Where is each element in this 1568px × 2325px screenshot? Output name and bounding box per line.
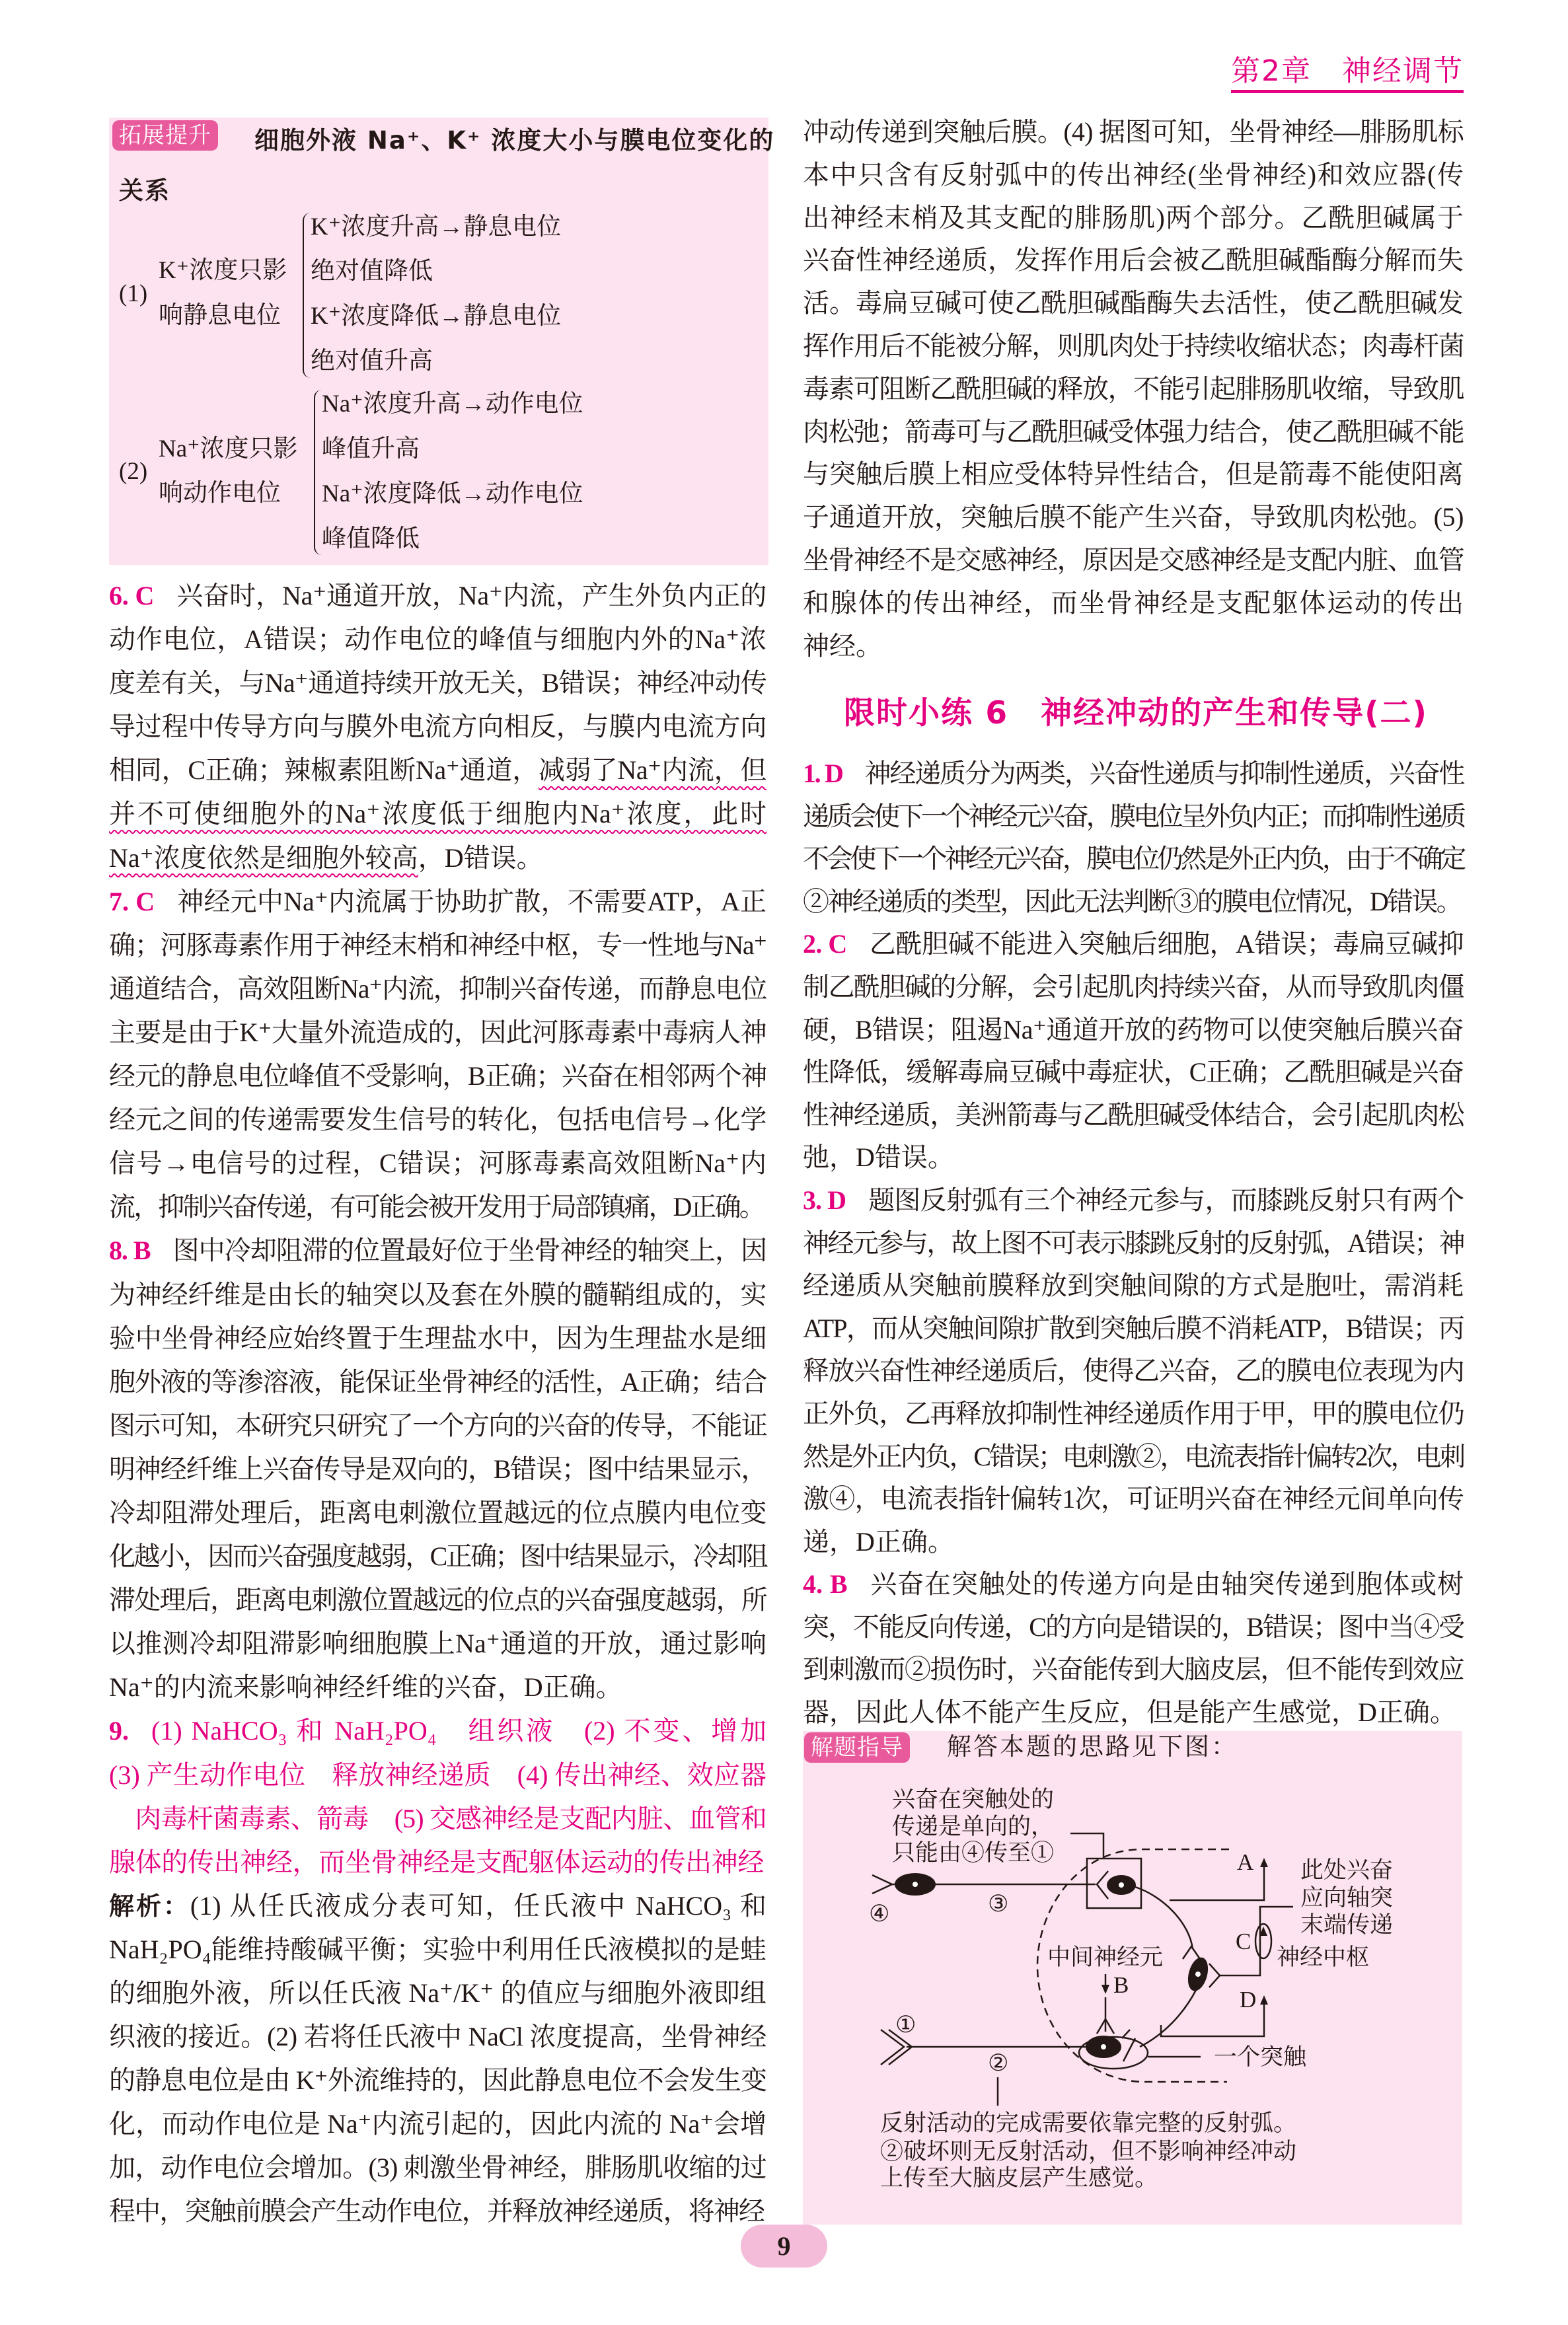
text-line xyxy=(109,1098,766,1142)
line-text: 性神经递质，美洲箭毒与乙酰胆碱受体结合，会引起肌肉松 xyxy=(803,1099,1464,1130)
interneuron-label: 中间神经元 xyxy=(1047,1944,1164,1970)
line-text: 度差有关，与Na⁺通道持续开放无关，B错误；神经冲动传 xyxy=(109,668,766,698)
note-top-line: 只能由④传至① xyxy=(892,1840,1055,1866)
line-text: 主要是由于K⁺大量外流造成的，因此河豚毒素中毒病人神 xyxy=(109,1017,766,1047)
note-right-line: 此处兴奋 xyxy=(1300,1857,1394,1883)
text-line xyxy=(803,325,1464,368)
arrow-a-head xyxy=(1260,1858,1268,1867)
line-text: 的静息电位是由 K⁺外流维持的，因此静息电位不会发生变 xyxy=(109,2065,766,2096)
text-line xyxy=(803,1136,1464,1179)
note-bottom-line: ②破坏则无反射活动，但不影响神经冲动 xyxy=(880,2139,1297,2164)
text-line xyxy=(109,1011,766,1054)
leader-line-top xyxy=(1070,1833,1103,1859)
line-text: 突，不能反向传递，C的方向是错误的，B错误；图中当④受 xyxy=(803,1611,1464,1642)
answer-block xyxy=(109,880,766,1230)
line-text: 动作电位，A错误；动作电位的峰值与细胞内外的Na⁺浓 xyxy=(109,624,766,655)
line-text: 坐骨神经不是交感神经，原因是交感神经是支配内脏、血管 xyxy=(803,544,1464,575)
text-line xyxy=(109,705,766,749)
text-line xyxy=(803,1222,1464,1265)
label-c: C xyxy=(1236,1929,1251,1954)
answer-label: 7. C xyxy=(109,886,155,916)
text-line xyxy=(803,838,1464,881)
line-text: 毒素可阻断乙酰胆碱的释放，不能引起腓肠肌收缩，导致肌 xyxy=(803,373,1464,404)
section-title: 限时小练 6 神经冲动的产生和传导(二) xyxy=(844,695,1429,731)
text-line xyxy=(109,2059,766,2102)
text-line xyxy=(803,239,1464,282)
label-a: A xyxy=(1237,1849,1254,1875)
line-text: NaH₂PO₄能维持酸碱平衡；实验中利用任氏液模拟的是蛙 xyxy=(109,1934,766,1964)
line-text: 神经元中Na⁺内流属于协助扩散，不需要ATP，A正 xyxy=(177,886,766,916)
text-line xyxy=(109,1578,766,1622)
text-line xyxy=(803,753,1464,795)
line-text: 加，动作电位会增加。(3) 刺激坐骨神经，腓肠肌收缩的过 xyxy=(109,2153,766,2183)
left-answer-column xyxy=(109,574,766,2234)
line-text: 神经元参与，故上图不可表示膝跳反射的反射弧，A错误；神 xyxy=(803,1228,1464,1258)
line-text: 通道结合，高效阻断Na⁺内流，抑制兴奋传递，而静息电位 xyxy=(109,973,766,1004)
line-text: 子通道开放，突触后膜不能产生兴奋，导致肌肉松弛。(5) xyxy=(803,502,1464,533)
line-text: 冲动传递到突触后膜。(4) 据图可知，坐骨神经—腓肠肌标 xyxy=(803,117,1464,147)
line-text: 织液的接近。(2) 若将任氏液中 NaCl 浓度提高，坐骨神经 xyxy=(109,2022,766,2052)
text-line xyxy=(803,496,1464,539)
axon-terminal xyxy=(1097,1871,1108,1899)
answer-label: 解析： xyxy=(109,1891,190,1921)
tree-item-label: K⁺浓度只影 xyxy=(159,257,287,284)
axon-curve-upper xyxy=(1135,1887,1193,1949)
extension-title-cont: 关系 xyxy=(119,176,170,205)
extension-badge: 拓展提升 xyxy=(112,120,218,151)
answer-label: 8. B xyxy=(109,1236,151,1266)
line-text: 兴奋时，Na⁺通道开放，Na⁺内流，产生外负内正的 xyxy=(176,581,766,610)
note-right-line: 应向轴突 xyxy=(1300,1885,1394,1911)
line-text: 正外负，乙再释放抑制性神经递质作用于甲，甲的膜电位仍 xyxy=(803,1398,1464,1428)
note-right-line: 末端传递 xyxy=(1300,1912,1394,1938)
text-line xyxy=(109,749,766,792)
line-text: 化越小，因而兴奋强度越弱，C正确；图中结果显示，冷却阻 xyxy=(109,1541,766,1572)
line-text: 胞外液的等渗溶液，能保证坐骨神经的活性，A正确；结合 xyxy=(109,1366,766,1397)
text-line xyxy=(109,880,766,924)
text-line xyxy=(803,197,1464,240)
line-text: 经递质从突触前膜释放到突触间隙的方式是胞吐，需消耗 xyxy=(803,1271,1464,1301)
line-text: 活。毒扁豆碱可使乙酰胆碱酯酶失去活性，使乙酰胆碱发 xyxy=(803,288,1464,318)
answer-block xyxy=(109,574,766,880)
line-text: 流，抑制兴奋传递，有可能会被开发用于局部镇痛，D正确。 xyxy=(109,1192,764,1222)
text-line xyxy=(109,1666,766,1709)
page-number: 9 xyxy=(741,2225,827,2268)
tree-item-number: (1) xyxy=(119,280,148,307)
line-text: 程中，突触前膜会产生动作电位，并释放神经递质，将神经 xyxy=(109,2196,764,2227)
text-line xyxy=(109,1928,766,1972)
reflex-arc-diagram xyxy=(793,1731,1480,2227)
line-text: 与突触后膜上相应受体特异性结合，但是箭毒不能使阳离 xyxy=(803,459,1464,490)
text-line xyxy=(803,282,1464,325)
text-line xyxy=(109,836,766,880)
marker-4: ④ xyxy=(869,1901,890,1927)
emphasis-text: 减弱了Na⁺内流，但 xyxy=(539,755,766,786)
text-line xyxy=(803,539,1464,582)
line-text: 经元的静息电位峰值不受影响，B正确；兴奋在相邻两个神 xyxy=(109,1061,766,1091)
text-line xyxy=(109,1229,766,1273)
line-text: Na⁺的内流来影响神经纤维的兴奋，D正确。 xyxy=(109,1672,622,1703)
answer-block xyxy=(803,1563,1464,1734)
text-line xyxy=(803,1350,1464,1393)
answer-block xyxy=(109,1884,766,2234)
text-line xyxy=(109,1317,766,1360)
line-text: 以推测冷却阻滞影响细胞膜上Na⁺通道的开放，通过影响 xyxy=(109,1629,766,1659)
dendrite-4 xyxy=(872,1875,897,1894)
tree-branch: K⁺浓度降低→静息电位 xyxy=(311,303,562,330)
extension-title: 细胞外液 Na⁺、K⁺ 浓度大小与膜电位变化的 xyxy=(254,126,775,155)
text-line xyxy=(803,111,1464,154)
line-text: (3) 产生动作电位 释放神经递质 (4) 传出神经、效应器 xyxy=(109,1759,766,1790)
line-text: 性降低，缓解毒扁豆碱中毒症状，C正确；乙酰胆碱是兴奋 xyxy=(803,1057,1464,1088)
line-text: 明神经纤维上兴奋传导是双向的，B错误；图中结果显示， xyxy=(109,1454,766,1484)
text-line xyxy=(803,1691,1464,1734)
text-line xyxy=(803,453,1464,496)
tree-branch: K⁺浓度升高→静息电位 xyxy=(311,213,562,240)
tree-branch: 绝对值升高 xyxy=(311,348,433,375)
answer-block xyxy=(109,1709,766,1884)
line-text: 导过程中传导方向与膜外电流方向相反，与膜内电流方向 xyxy=(109,712,766,742)
line-text: 激④，电流表指针偏转1次，可证明兴奋在神经元间单向传 xyxy=(803,1484,1464,1514)
marker-2: ② xyxy=(988,2050,1009,2076)
answer-block xyxy=(803,111,1464,667)
answer-label: 9. xyxy=(109,1716,129,1746)
text-line xyxy=(109,792,766,836)
answer-block xyxy=(109,1229,766,1709)
line-text: 验中坐骨神经应始终置于生理盐水中，因为生理盐水是细 xyxy=(109,1323,766,1353)
text-line xyxy=(803,582,1464,625)
text-line xyxy=(803,411,1464,454)
line-text: 递质会使下一个神经元兴奋，膜电位呈外负内正；而抑制性递质 xyxy=(803,801,1464,831)
text-line xyxy=(803,1606,1464,1649)
line-text: 挥作用后不能被分解，则肌肉处于持续收缩状态；肉毒杆菌 xyxy=(803,330,1464,361)
line-text: 制乙酰胆碱的分解，会引起肌肉持续兴奋，从而导致肌肉僵 xyxy=(803,971,1464,1002)
line-text: 和腺体的传出神经，而坐骨神经是支配躯体运动的传出 xyxy=(803,587,1464,618)
text-line xyxy=(109,1142,766,1185)
nerve-center-label: 神经中枢 xyxy=(1277,1944,1370,1970)
text-line xyxy=(109,574,766,618)
text-line xyxy=(803,966,1464,1009)
line-text: 然是外正内负，C错误；电刺激②，电流表指针偏转2次，电刺 xyxy=(803,1441,1464,1471)
line-text: 题图反射弧有三个神经元参与，而膝跳反射只有两个 xyxy=(868,1185,1464,1215)
tree-item-label: 响静息电位 xyxy=(159,302,281,329)
line-text: 到刺激而②损伤时，兴奋能传到大脑皮层，但不能传到效应 xyxy=(803,1654,1464,1685)
text-line xyxy=(803,1094,1464,1137)
answer-label: 2. C xyxy=(803,929,847,959)
note-top-line: 兴奋在突触处的 xyxy=(892,1787,1055,1812)
text-line xyxy=(109,1797,766,1841)
text-line xyxy=(109,1622,766,1666)
text-line xyxy=(803,881,1464,924)
answer-label: 6. C xyxy=(109,581,155,610)
text-line xyxy=(803,625,1464,668)
line-text: 图示可知，本研究只研究了一个方向的兴奋的传导，不能证 xyxy=(109,1410,766,1440)
text-line xyxy=(803,1051,1464,1094)
text-line xyxy=(109,1535,766,1578)
line-text: 信号→电信号的过程，C错误；河豚毒素高效阻断Na⁺内 xyxy=(109,1148,766,1179)
line-text: 弛，D错误。 xyxy=(803,1142,954,1173)
tree-branch: Na⁺浓度降低→动作电位 xyxy=(322,480,583,507)
brace xyxy=(303,213,311,378)
text-line xyxy=(803,1179,1464,1222)
text-line xyxy=(803,1436,1464,1479)
line-text: 本中只含有反射弧中的传出神经(坐骨神经)和效应器(传 xyxy=(803,159,1464,190)
line-text: 乙酰胆碱不能进入突触后细胞，A错误；毒扁豆碱抑 xyxy=(869,929,1464,959)
right-continuation xyxy=(803,111,1464,667)
answer-label: 4. B xyxy=(803,1569,848,1600)
text-line xyxy=(803,1563,1464,1606)
note-top-line: 传递是单向的， xyxy=(892,1814,1055,1839)
tree-item-label: 响动作电位 xyxy=(159,480,281,507)
text-line xyxy=(109,967,766,1011)
text-line xyxy=(803,154,1464,197)
terminal-lines xyxy=(1122,2030,1135,2061)
text-line xyxy=(803,368,1464,411)
text-line xyxy=(803,1521,1464,1564)
line-text: ，D错误。 xyxy=(418,842,543,873)
right-answer-column xyxy=(803,753,1464,1734)
answer-block xyxy=(803,1179,1464,1563)
chapter-header: 第2章 神经调节 xyxy=(1231,54,1464,93)
text-line xyxy=(803,795,1464,838)
guide-intro: 解答本题的思路见下图： xyxy=(947,1734,1238,1761)
line-text: 递，D正确。 xyxy=(803,1526,954,1557)
arrow-d-head xyxy=(1260,1995,1268,2005)
tree-branch: 峰值升高 xyxy=(322,435,420,462)
line-text: 器，因此人体不能产生反应，但是能产生感觉，D正确。 xyxy=(803,1697,1456,1728)
text-line xyxy=(803,1308,1464,1350)
text-line xyxy=(109,1185,766,1229)
interneuron-dendrite xyxy=(1097,1997,1114,2034)
marker-3: ③ xyxy=(988,1891,1009,1917)
text-line xyxy=(109,1448,766,1491)
line-text: 肉松弛；箭毒可与乙酰胆碱受体强力结合，使乙酰胆碱不能 xyxy=(803,416,1464,447)
tree-branch: 峰值降低 xyxy=(322,525,420,552)
text-line xyxy=(109,924,766,967)
tree-item-number: (2) xyxy=(119,458,148,485)
answer-label: 3. D xyxy=(803,1185,846,1215)
text-line xyxy=(109,1753,766,1797)
line-text: 神经。 xyxy=(803,630,882,661)
line-text: 肉毒杆菌毒素、箭毒 (5) 交感神经是支配内脏、血管和 xyxy=(109,1803,766,1833)
tree-item-label: Na⁺浓度只影 xyxy=(159,435,298,462)
line-text: (1) NaHCO₃ 和 NaH₂PO₄ 组织液 (2) 不变、增加 xyxy=(151,1716,766,1746)
axon-curve-lower xyxy=(1140,1990,1196,2047)
text-line xyxy=(109,1972,766,2015)
line-text: 硬，B错误；阻遏Na⁺通道开放的药物可以使突触后膜兴奋 xyxy=(803,1014,1464,1045)
line-text: 不会使下一个神经元兴奋，膜电位仍然是外正内负，由于不确定 xyxy=(803,844,1464,874)
line-text: 兴奋性神经递质，发挥作用后会被乙酰胆碱酯酶分解而失 xyxy=(803,245,1464,276)
line-text: 滞处理后，距离电刺激位置越远的位点的兴奋强度越弱，所 xyxy=(109,1585,766,1615)
line-text: 出神经末梢及其支配的腓肠肌)两个部分。乙酰胆碱属于 xyxy=(803,202,1464,233)
note-bottom-line: 反射活动的完成需要依靠完整的反射弧。 xyxy=(880,2110,1297,2136)
text-line xyxy=(109,1884,766,1928)
arrow-b-head xyxy=(1101,1985,1109,1994)
text-line xyxy=(803,1393,1464,1436)
text-line xyxy=(803,1265,1464,1308)
text-line xyxy=(803,1009,1464,1052)
line-text: ATP，而从突触间隙扩散到突触后膜不消耗ATP，B错误；丙 xyxy=(803,1313,1464,1343)
line-text: 图中冷却阻滞的位置最好位于坐骨神经的轴突上，因 xyxy=(172,1236,766,1266)
text-line xyxy=(109,618,766,661)
tree-branch: Na⁺浓度升高→动作电位 xyxy=(322,390,583,418)
text-line xyxy=(109,2015,766,2059)
text-line xyxy=(109,1360,766,1404)
text-line xyxy=(109,1273,766,1317)
text-line xyxy=(109,1841,766,1884)
emphasis-text: 并不可使细胞外的Na⁺浓度低于细胞内Na⁺浓度，此时 xyxy=(109,799,766,829)
answer-block xyxy=(803,753,1464,923)
text-line xyxy=(109,2190,766,2233)
dendrite-efferent xyxy=(1183,1946,1200,1959)
answer-block xyxy=(803,923,1464,1179)
line-text: 相同，C正确；辣椒素阻断Na⁺通道， xyxy=(109,755,539,786)
line-text: 的细胞外液，所以任氏液 Na⁺/K⁺ 的值应与细胞外液即组 xyxy=(109,1978,766,2008)
label-b: B xyxy=(1113,1972,1129,1998)
text-line xyxy=(109,1491,766,1535)
tree-branch: 绝对值降低 xyxy=(311,258,433,285)
emphasis-text: Na⁺浓度依然是细胞外较高 xyxy=(109,842,418,873)
line-text: 为神经纤维是由长的轴突以及套在外膜的髓鞘组成的，实 xyxy=(109,1279,766,1310)
line-text: 释放兴奋性神经递质后，使得乙兴奋，乙的膜电位表现为内 xyxy=(803,1356,1464,1386)
note-bottom-line: 上传至大脑皮层产生感觉。 xyxy=(880,2165,1158,2191)
text-line xyxy=(803,1648,1464,1691)
line-text: 经元之间的传递需要发生信号的转化，包括电信号→化学 xyxy=(109,1105,766,1135)
text-line xyxy=(109,1054,766,1098)
line-text: (1) 从任氏液成分表可知，任氏液中 NaHCO₃ 和 xyxy=(190,1890,766,1921)
line-text: ②神经递质的类型，因此无法判断③的膜电位情况，D错误。 xyxy=(803,886,1461,916)
label-d: D xyxy=(1240,1987,1257,2012)
text-line xyxy=(109,661,766,705)
line-text: 兴奋在突触处的传递方向是由轴突传递到胞体或树 xyxy=(870,1569,1464,1600)
marker-1: ① xyxy=(895,2012,916,2038)
answer-label: 1. D xyxy=(803,758,842,788)
text-line xyxy=(109,2102,766,2146)
line-text: 神经递质分为两类，兴奋性递质与抑制性递质，兴奋性 xyxy=(864,758,1464,788)
text-line xyxy=(803,1478,1464,1521)
text-line xyxy=(109,2146,766,2190)
guide-badge: 解题指导 xyxy=(804,1732,910,1763)
line-text: 确；河豚毒素作用于神经末梢和神经中枢，专一性地与Na⁺ xyxy=(109,930,766,960)
text-line xyxy=(109,1709,766,1753)
line-text: 化，而动作电位是 Na⁺内流引起的，因此内流的 Na⁺会增 xyxy=(109,2109,766,2139)
brace xyxy=(314,390,322,555)
text-line xyxy=(109,1404,766,1448)
line-text: 冷却阻滞处理后，距离电刺激位置越远的位点膜内电位变 xyxy=(109,1497,766,1528)
synapse-label: 一个突触 xyxy=(1214,2044,1307,2070)
line-text: 腺体的传出神经，而坐骨神经是支配躯体运动的传出神经 xyxy=(109,1847,764,1877)
text-line xyxy=(803,923,1464,966)
